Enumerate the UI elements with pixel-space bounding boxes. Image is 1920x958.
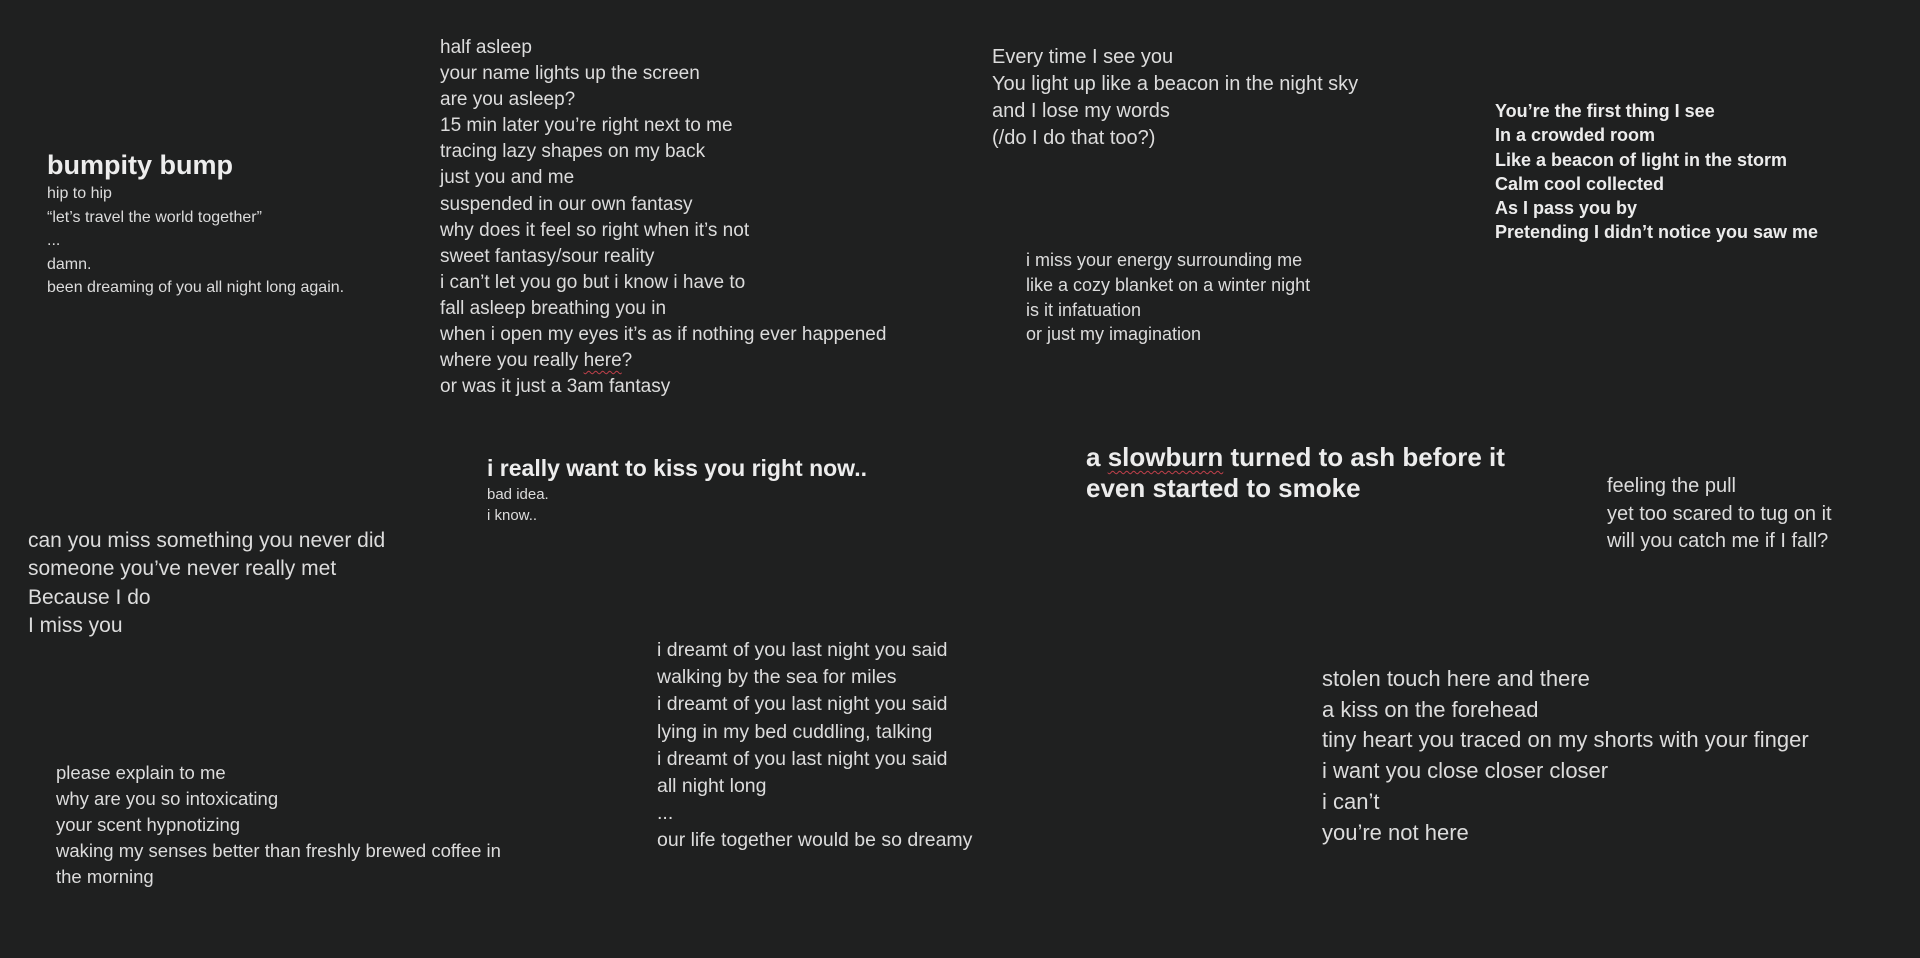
note-line: tracing lazy shapes on my back bbox=[440, 141, 706, 163]
note-line: i dreamt of you last night you said bbox=[657, 747, 948, 770]
misspelled-word[interactable]: here bbox=[583, 350, 622, 372]
note-half-asleep bbox=[440, 35, 886, 400]
note-line: all night long bbox=[657, 775, 767, 798]
note-title: bumpity bump bbox=[47, 150, 233, 180]
note-line: or was it just a 3am fantasy bbox=[440, 376, 671, 398]
note-line: “let’s travel the world together” bbox=[47, 208, 262, 226]
note-line: walking by the sea for miles bbox=[657, 666, 897, 689]
note-line: Pretending I didn’t notice you saw me bbox=[1495, 222, 1819, 243]
note-line: someone you’ve never really met bbox=[28, 557, 337, 581]
note-line: please explain to me bbox=[56, 762, 226, 783]
note-line: Calm cool collected bbox=[1495, 173, 1665, 194]
note-line: and I lose my words bbox=[992, 100, 1170, 122]
note-line: 15 min later you’re right next to me bbox=[440, 115, 733, 137]
note-line: feeling the pull bbox=[1607, 475, 1736, 497]
note-line: suspended in our own fantasy bbox=[440, 193, 693, 215]
note-line: just you and me bbox=[440, 167, 575, 189]
note-line: i dreamt of you last night you said bbox=[657, 693, 948, 716]
note-line: As I pass you by bbox=[1495, 198, 1638, 219]
note-line: yet too scared to tug on it bbox=[1607, 502, 1832, 525]
note-kiss bbox=[487, 452, 867, 526]
note-line-text: a bbox=[1086, 442, 1108, 472]
note-dreamt bbox=[657, 637, 972, 855]
note-body bbox=[47, 182, 344, 300]
note-slowburn bbox=[1086, 442, 1505, 504]
note-bumpity-bump bbox=[47, 148, 344, 300]
note-feeling-pull bbox=[1607, 473, 1832, 556]
note-line: bad idea. bbox=[487, 486, 549, 503]
note-line: fall asleep breathing you in bbox=[440, 297, 667, 319]
note-line: ... bbox=[47, 232, 61, 249]
note-line-text: turned to ash before it bbox=[1223, 442, 1505, 472]
note-line: our life together would be so dreamy bbox=[657, 829, 973, 852]
note-line: like a cozy blanket on a winter night bbox=[1026, 274, 1311, 295]
note-line: i can’t let you go but i know i have to bbox=[440, 271, 746, 293]
note-line-text: where you really bbox=[440, 350, 579, 372]
note-every-time bbox=[992, 44, 1358, 152]
note-line: tiny heart you traced on my shorts with your finger bbox=[1322, 727, 1809, 753]
note-miss-something bbox=[28, 527, 385, 641]
note-line: even started to smoke bbox=[1086, 473, 1361, 503]
note-line: waking my senses better than freshly brewed coffee in bbox=[56, 840, 501, 861]
note-line: are you asleep? bbox=[440, 89, 576, 111]
note-line: can you miss something you never did bbox=[28, 529, 386, 552]
note-line: or just my imagination bbox=[1026, 324, 1202, 345]
note-line bbox=[1086, 442, 1505, 473]
note-line: is it infatuation bbox=[1026, 299, 1142, 320]
note-line: ... bbox=[657, 802, 674, 825]
note-line: your name lights up the screen bbox=[440, 63, 700, 85]
note-explain bbox=[56, 760, 501, 890]
note-line bbox=[440, 348, 886, 374]
note-line: you’re not here bbox=[1322, 819, 1469, 845]
note-line: been dreaming of you all night long again. bbox=[47, 279, 345, 296]
note-line: will you catch me if I fall? bbox=[1607, 530, 1829, 552]
note-line: stolen touch here and there bbox=[1322, 666, 1590, 691]
note-line: why does it feel so right when it’s not bbox=[440, 219, 750, 241]
note-line: hip to hip bbox=[47, 185, 112, 202]
note-stolen-touch bbox=[1322, 664, 1809, 848]
note-line: i can’t bbox=[1322, 788, 1380, 814]
note-miss-energy bbox=[1026, 248, 1310, 347]
note-line: why are you so intoxicating bbox=[56, 788, 279, 809]
note-line: i want you close closer closer bbox=[1322, 758, 1609, 784]
note-line: your scent hypnotizing bbox=[56, 814, 241, 835]
note-line: (/do I do that too?) bbox=[992, 127, 1156, 149]
note-line: i miss your energy surrounding me bbox=[1026, 250, 1303, 270]
note-line: damn. bbox=[47, 255, 92, 273]
note-line: i know.. bbox=[487, 507, 538, 524]
note-line: sweet fantasy/sour reality bbox=[440, 245, 655, 267]
note-line: In a crowded room bbox=[1495, 125, 1656, 146]
note-line: half asleep bbox=[440, 37, 532, 58]
note-body bbox=[487, 484, 867, 526]
note-line: when i open my eyes it’s as if nothing ever happened bbox=[440, 324, 887, 346]
note-line: Like a beacon of light in the storm bbox=[1495, 149, 1788, 170]
note-line: You light up like a beacon in the night sky bbox=[992, 73, 1359, 95]
note-line: i dreamt of you last night you said bbox=[657, 639, 948, 661]
note-line-text: ? bbox=[621, 350, 633, 372]
note-line: I miss you bbox=[28, 614, 123, 638]
note-title: i really want to kiss you right now.. bbox=[487, 455, 867, 481]
note-line: the morning bbox=[56, 866, 154, 887]
note-line: Because I do bbox=[28, 585, 151, 609]
note-line: Every time I see you bbox=[992, 46, 1174, 68]
note-line: a kiss on the forehead bbox=[1322, 696, 1539, 722]
note-first-thing bbox=[1495, 99, 1818, 245]
note-line: You’re the first thing I see bbox=[1495, 101, 1715, 121]
note-line: lying in my bed cuddling, talking bbox=[657, 720, 933, 743]
misspelled-word[interactable]: slowburn bbox=[1107, 442, 1224, 472]
